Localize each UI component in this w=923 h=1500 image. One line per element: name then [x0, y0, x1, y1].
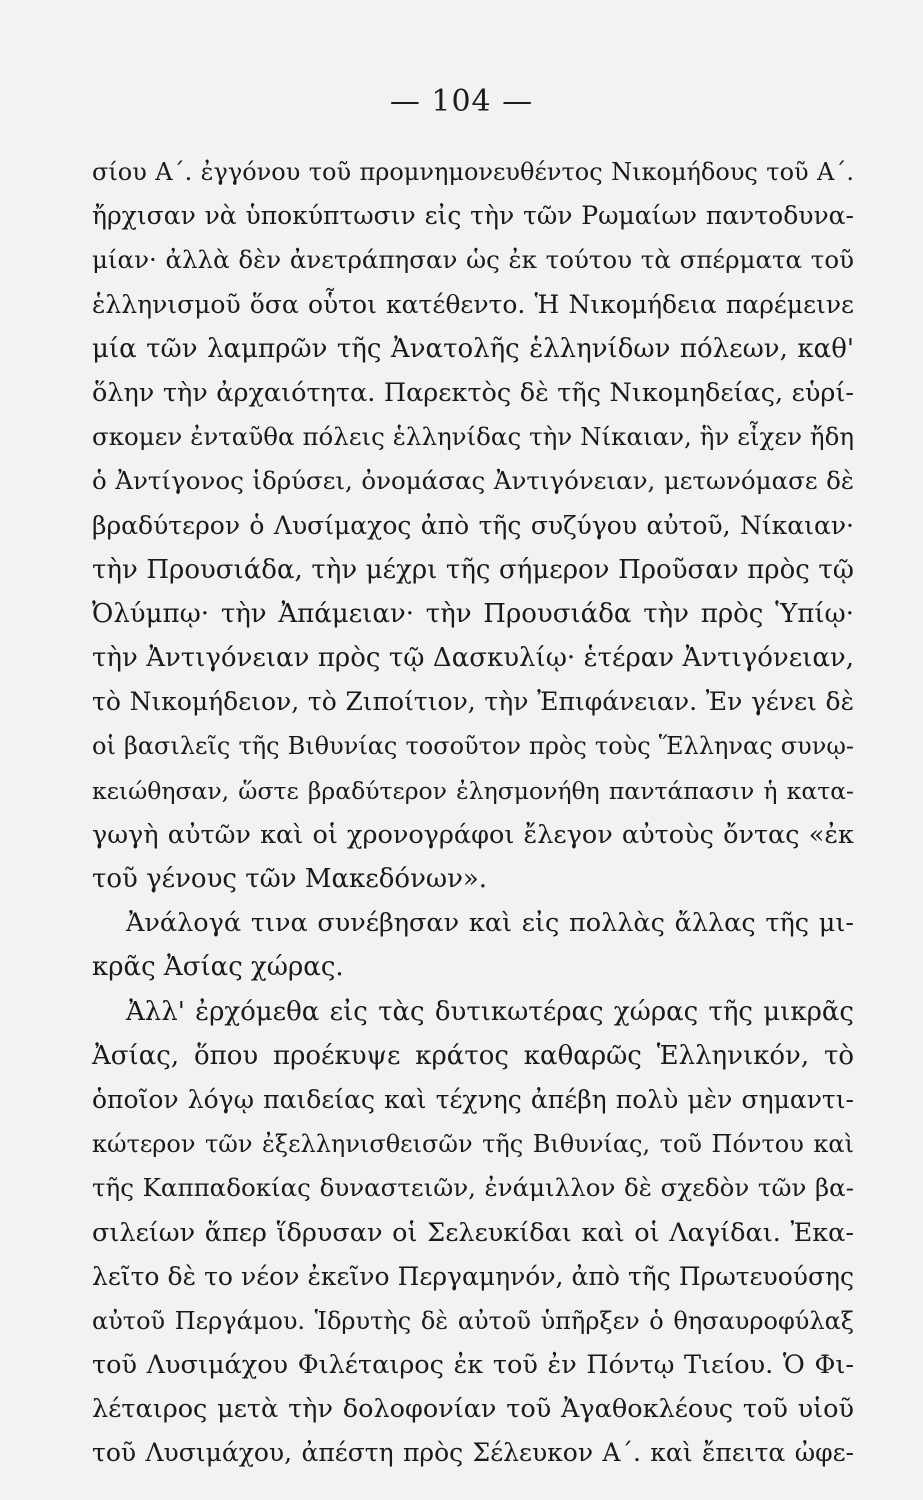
text-line: τὸ Νικομήδειον, τὸ Ζιποίτιον, τὴν Ἐπιφάνειαν. Ἐν γένει δὲ: [92, 687, 854, 717]
text-line: σκομεν ἐνταῦθα πόλεις ἑλληνίδας τὴν Νίκαιαν, ἣν εἶχεν ἤδη: [92, 422, 854, 452]
text-line: γωγὴ αὐτῶν καὶ οἱ χρονογράφοι ἔλεγον αὐτοὺς ὄντας «ἐκ: [92, 819, 854, 850]
text-line: ὁ Ἀντίγονος ἱδρύσει, ὀνομάσας Ἀντιγόνειαν, μετωνόμασε δὲ: [92, 466, 854, 496]
text-line: σιλείων ἅπερ ἵδρυσαν οἱ Σελευκίδαι καὶ οἱ Λαγίδαι. Ἐκα-: [92, 1217, 854, 1248]
text-line: τὴν Ἀντιγόνειαν πρὸς τῷ Δασκυλίῳ· ἑτέραν Ἀντιγόνειαν,: [92, 643, 854, 674]
text-line: κώτερον τῶν ἐξελληνισθεισῶν τῆς Βιθυνίας, τοῦ Πόντου καὶ: [92, 1130, 854, 1159]
text-line: Ἀσίας, ὅπου προέκυψε κράτος καθαρῶς Ἑλληνικόν, τὸ: [92, 1040, 854, 1071]
text-line: Ὀλύμπῳ· τὴν Ἀπάμειαν· τὴν Προυσιάδα τὴν πρὸς Ὑπίῳ·: [92, 598, 854, 629]
text-line: βραδύτερον ὁ Λυσίμαχος ἀπὸ τῆς συζύγου αὐτοῦ, Νίκαιαν·: [92, 510, 854, 540]
text-line: αὐτοῦ Περγάμου. Ἱδρυτὴς δὲ αὐτοῦ ὑπῆρξεν ὁ θησαυροφύλαξ: [92, 1306, 854, 1335]
body-text: [92, 150, 854, 1476]
text-line: κειώθησαν, ὥστε βραδύτερον ἐλησμονήθη παντάπασιν ἡ κατα-: [92, 776, 854, 805]
text-line: ὅλην τὴν ἀρχαιότητα. Παρεκτὸς δὲ τῆς Νικομηδείας, εὑρί-: [92, 377, 854, 408]
text-line: Ἀλλ' ἐρχόμεθα εἰς τὰς δυτικωτέρας χώρας τῆς μικρᾶς: [126, 996, 854, 1027]
text-line: τοῦ γένους τῶν Μακεδόνων».: [92, 864, 488, 894]
text-line: κρᾶς Ἀσίας χώρας.: [92, 952, 344, 983]
text-line: σίου Α΄. ἐγγόνου τοῦ προμνημονευθέντος Νικομήδους τοῦ Α΄.: [92, 158, 854, 186]
text-line: λεῖτο δὲ το νέον ἐκεῖνο Περγαμηνόν, ἀπὸ τῆς Πρωτευούσης: [92, 1261, 854, 1291]
text-line: τοῦ Λυσιμάχου, ἀπέστη πρὸς Σέλευκον Α΄. καὶ ἔπειτα ὠφε-: [92, 1438, 854, 1468]
text-line: Ἀνάλογά τινα συνέβησαν καὶ εἰς πολλὰς ἄλλας τῆς μι-: [126, 908, 854, 939]
text-line: μίαν· ἀλλὰ δὲν ἀνετράπησαν ὡς ἐκ τούτου τὰ σπέρματα τοῦ: [92, 245, 854, 275]
text-line: ἑλληνισμοῦ ὅσα οὗτοι κατέθεντο. Ἡ Νικομήδεια παρέμεινε: [92, 289, 854, 319]
text-line: ὁποῖον λόγῳ παιδείας καὶ τέχνης ἀπέβη πολὺ μὲν σημαντι-: [92, 1084, 854, 1114]
text-line: οἱ βασιλεῖς τῆς Βιθυνίας τοσοῦτον πρὸς τοὺς Ἕλληνας συνῳ-: [92, 732, 854, 761]
text-line: τὴν Προυσιάδα, τὴν μέχρι τῆς σήμερον Προῦσαν πρὸς τῷ: [92, 554, 854, 585]
text-line: τοῦ Λυσιμάχου Φιλέταιρος ἐκ τοῦ ἐν Πόντῳ Τιείου. Ὁ Φι-: [92, 1350, 854, 1381]
text-line: μία τῶν λαμπρῶν τῆς Ἀνατολῆς ἑλληνίδων πόλεων, καθ': [92, 333, 854, 364]
text-line: τῆς Καππαδοκίας δυναστειῶν, ἐνάμιλλον δὲ σχεδὸν τῶν βα-: [92, 1173, 854, 1203]
text-line: λέταιρος μετὰ τὴν δολοφονίαν τοῦ Ἀγαθοκλέους τοῦ υἱοῦ: [92, 1394, 854, 1425]
page-number: — 104 —: [389, 84, 534, 119]
text-line: ἤρχισαν νὰ ὑποκύπτωσιν εἰς τὴν τῶν Ρωμαίων παντοδυνα-: [92, 201, 854, 231]
